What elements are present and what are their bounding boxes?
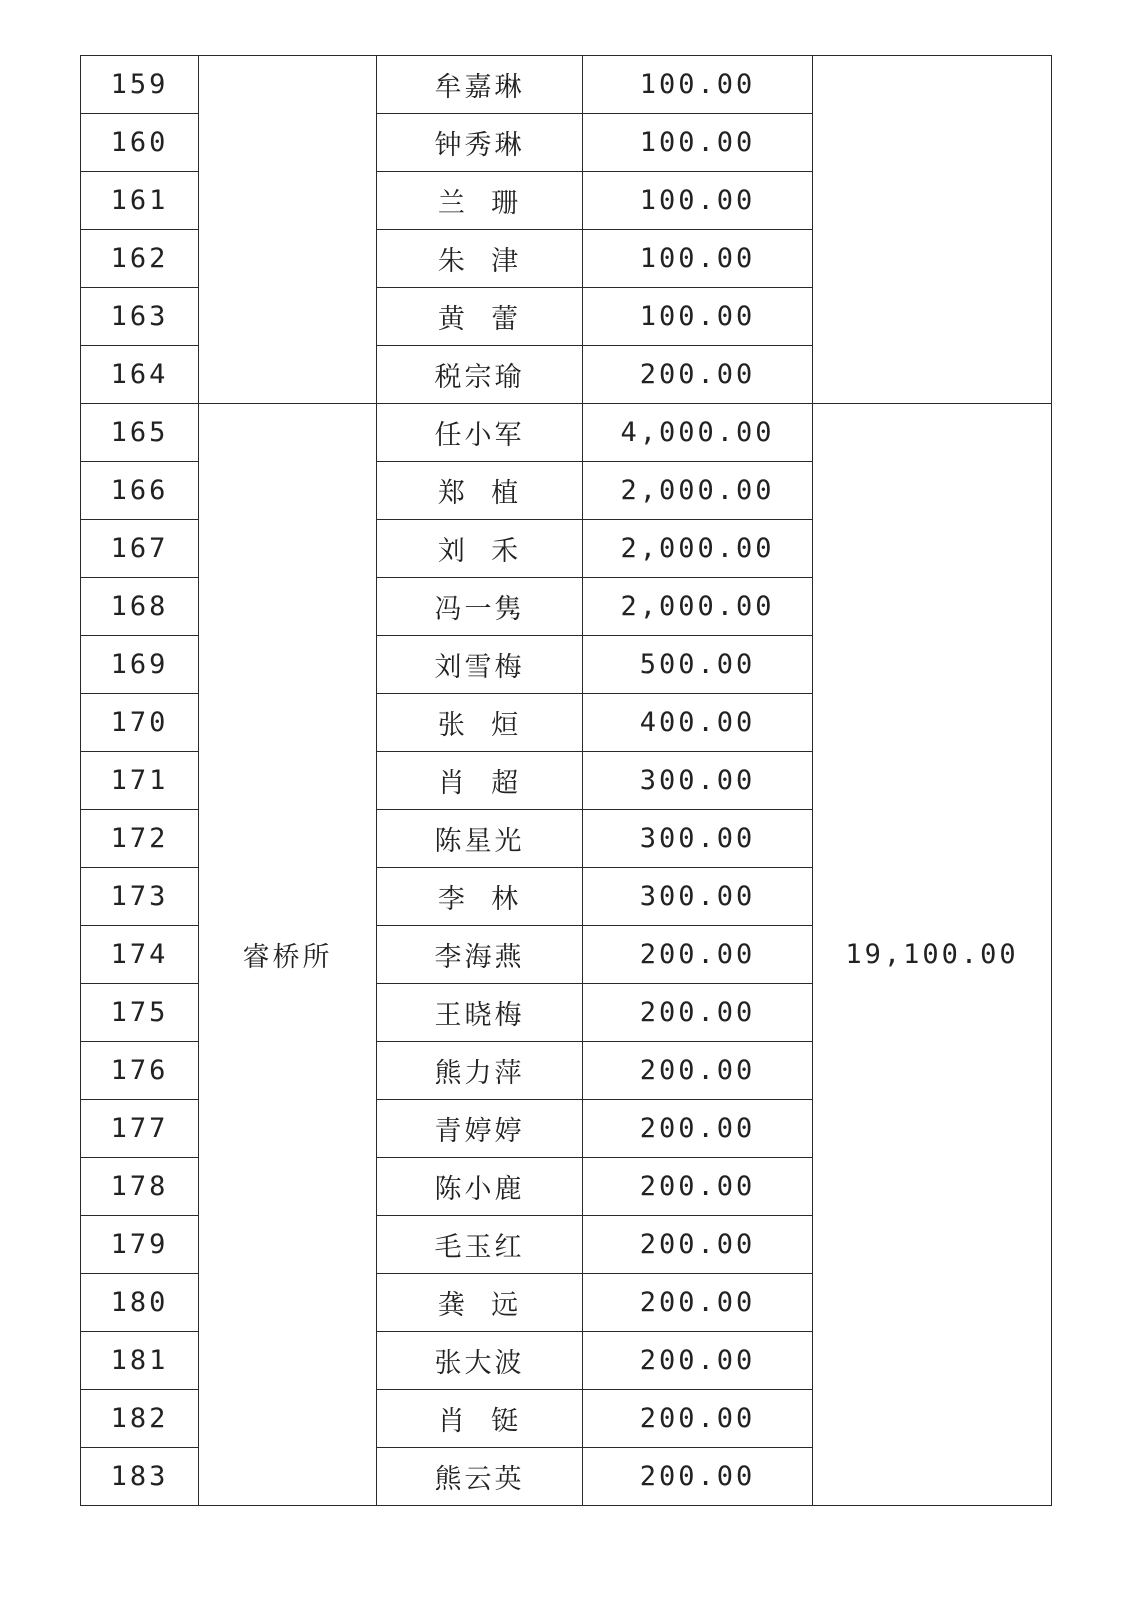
row-number: 183: [81, 1448, 199, 1506]
donation-table-page: [80, 55, 1051, 1506]
donor-name: 熊力萍: [377, 1042, 583, 1100]
donor-name: 毛玉红: [377, 1216, 583, 1274]
row-number: 175: [81, 984, 199, 1042]
donor-name: 税宗瑜: [377, 346, 583, 404]
donation-amount: 100.00: [583, 288, 813, 346]
row-number: 181: [81, 1332, 199, 1390]
donation-amount: 200.00: [583, 1158, 813, 1216]
donor-name: 肖 超: [377, 752, 583, 810]
donation-amount: 300.00: [583, 752, 813, 810]
donation-amount: 200.00: [583, 346, 813, 404]
unit-total-cell: 19,100.00: [813, 404, 1052, 1506]
row-number: 164: [81, 346, 199, 404]
donor-name: 刘雪梅: [377, 636, 583, 694]
row-number: 168: [81, 578, 199, 636]
row-number: 177: [81, 1100, 199, 1158]
donation-amount: 200.00: [583, 1448, 813, 1506]
table-row: [81, 56, 1052, 114]
donor-name: 牟嘉琳: [377, 56, 583, 114]
row-number: 180: [81, 1274, 199, 1332]
row-number: 163: [81, 288, 199, 346]
row-number: 172: [81, 810, 199, 868]
row-number: 165: [81, 404, 199, 462]
donor-name: 龚 远: [377, 1274, 583, 1332]
donor-name: 刘 禾: [377, 520, 583, 578]
donation-amount: 2,000.00: [583, 578, 813, 636]
donor-name: 李 林: [377, 868, 583, 926]
donation-amount: 300.00: [583, 868, 813, 926]
row-number: 171: [81, 752, 199, 810]
row-number: 173: [81, 868, 199, 926]
unit-cell: 睿桥所: [199, 404, 377, 1506]
unit-total-cell: [813, 56, 1052, 404]
donation-amount: 200.00: [583, 1216, 813, 1274]
donation-table-body: [81, 56, 1052, 1506]
donation-amount: 200.00: [583, 1390, 813, 1448]
donor-name: 兰 珊: [377, 172, 583, 230]
row-number: 162: [81, 230, 199, 288]
donor-name: 熊云英: [377, 1448, 583, 1506]
donor-name: 李海燕: [377, 926, 583, 984]
donor-name: 陈小鹿: [377, 1158, 583, 1216]
row-number: 174: [81, 926, 199, 984]
donor-name: 郑 植: [377, 462, 583, 520]
donation-amount: 2,000.00: [583, 520, 813, 578]
donor-name: 任小军: [377, 404, 583, 462]
donation-amount: 200.00: [583, 1042, 813, 1100]
donation-table: [80, 55, 1052, 1506]
donation-amount: 4,000.00: [583, 404, 813, 462]
donor-name: 张 烜: [377, 694, 583, 752]
row-number: 179: [81, 1216, 199, 1274]
donation-amount: 400.00: [583, 694, 813, 752]
donation-amount: 300.00: [583, 810, 813, 868]
donor-name: 青婷婷: [377, 1100, 583, 1158]
row-number: 159: [81, 56, 199, 114]
table-row: [81, 404, 1052, 462]
donation-amount: 100.00: [583, 56, 813, 114]
donation-amount: 100.00: [583, 172, 813, 230]
row-number: 161: [81, 172, 199, 230]
donor-name: 钟秀琳: [377, 114, 583, 172]
donation-amount: 2,000.00: [583, 462, 813, 520]
donation-amount: 200.00: [583, 1100, 813, 1158]
donation-amount: 200.00: [583, 1274, 813, 1332]
row-number: 169: [81, 636, 199, 694]
row-number: 178: [81, 1158, 199, 1216]
row-number: 160: [81, 114, 199, 172]
donation-amount: 200.00: [583, 984, 813, 1042]
donation-amount: 200.00: [583, 926, 813, 984]
donor-name: 黄 蕾: [377, 288, 583, 346]
donor-name: 肖 铤: [377, 1390, 583, 1448]
donor-name: 冯一隽: [377, 578, 583, 636]
row-number: 170: [81, 694, 199, 752]
donation-amount: 200.00: [583, 1332, 813, 1390]
row-number: 182: [81, 1390, 199, 1448]
donation-amount: 100.00: [583, 114, 813, 172]
donation-amount: 100.00: [583, 230, 813, 288]
donor-name: 王晓梅: [377, 984, 583, 1042]
row-number: 176: [81, 1042, 199, 1100]
donation-amount: 500.00: [583, 636, 813, 694]
donor-name: 陈星光: [377, 810, 583, 868]
row-number: 167: [81, 520, 199, 578]
unit-cell: [199, 56, 377, 404]
donor-name: 张大波: [377, 1332, 583, 1390]
donor-name: 朱 津: [377, 230, 583, 288]
row-number: 166: [81, 462, 199, 520]
